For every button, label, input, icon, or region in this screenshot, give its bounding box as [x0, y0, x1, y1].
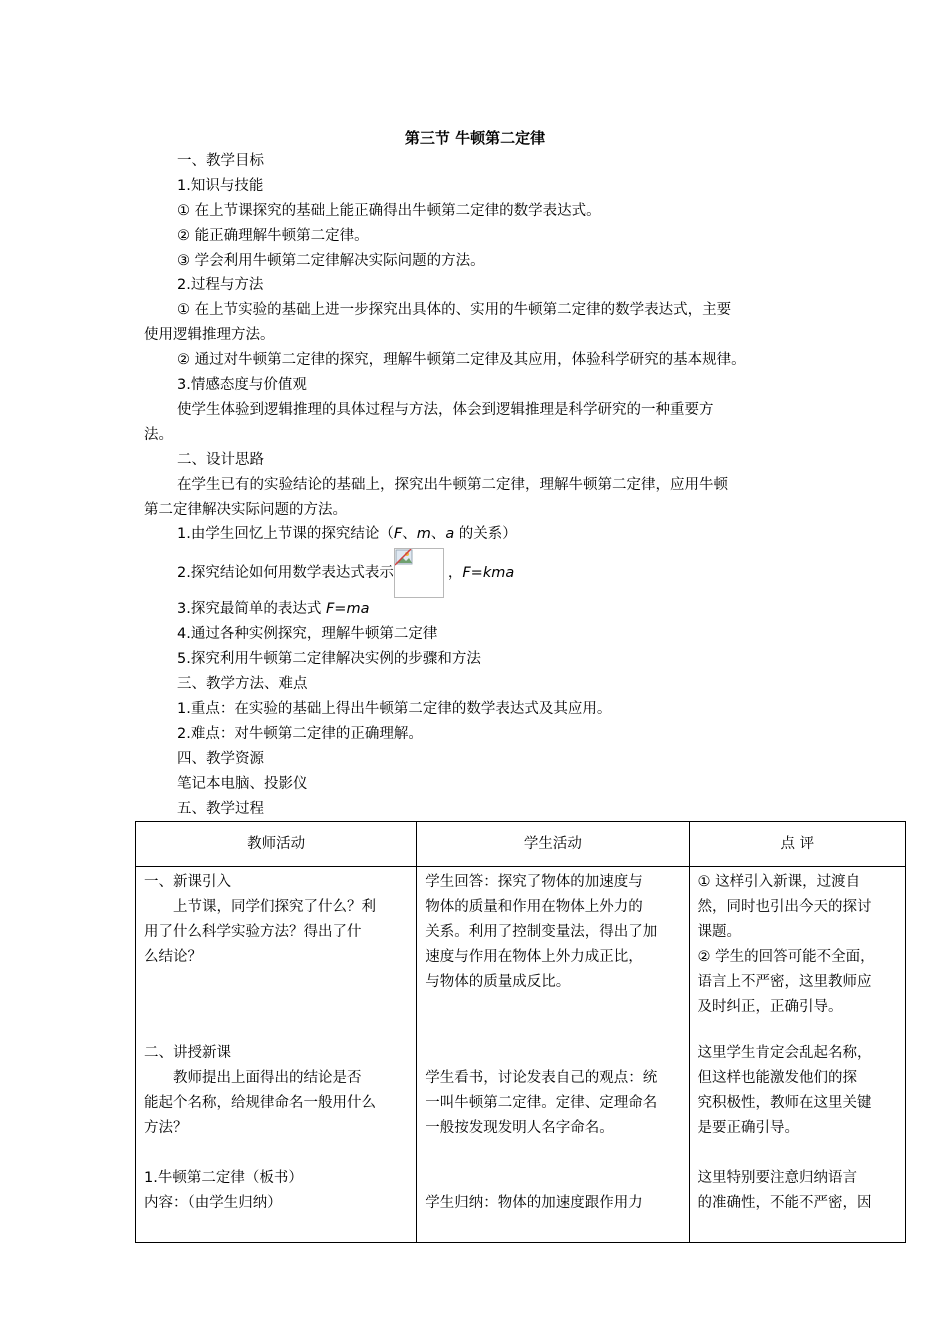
cell-line: 学生看书，讨论发表自己的观点：统 [425, 1070, 658, 1086]
step-text: 的关系） [454, 526, 517, 542]
table-header-row [136, 822, 906, 867]
section-heading-objectives: 一、教学目标 [177, 153, 264, 169]
symbol-force: F [393, 526, 403, 542]
cell-line: 课题。 [697, 924, 742, 940]
objective-item-continuation: 使用逻辑推理方法。 [144, 327, 275, 343]
cell-line: 速度与作用在物体上外力成正比， [425, 949, 643, 965]
cell-line: ② 学生的回答可能不全面， [697, 949, 875, 965]
cell-heading: 一、新课引入 [144, 874, 231, 890]
cell-line: 关系。利用了控制变量法，得出了加 [425, 924, 658, 940]
header-student-activity: 学生活动 [417, 822, 689, 867]
objective-item: ② 能正确理解牛顿第二定律。 [177, 228, 369, 244]
cell-line: 是要正确引导。 [697, 1120, 800, 1136]
cell-line: 究积极性，教师在这里关键 [697, 1095, 872, 1111]
resources-text: 笔记本电脑、投影仪 [177, 776, 308, 792]
subheading-knowledge-skills: 1.知识与技能 [177, 178, 264, 194]
separator: 、 [402, 526, 417, 542]
cell-line: 语言上不严密，这里教师应 [697, 974, 872, 990]
table-row [136, 867, 906, 1243]
objective-item: ② 通过对牛顿第二定律的探究，理解牛顿第二定律及其应用，体验科学研究的基本规律。 [177, 352, 746, 368]
cell-line: ① 这样引入新课，过渡自 [697, 874, 861, 890]
cell-line: 方法？ [144, 1120, 188, 1136]
design-step-5: 5.探究利用牛顿第二定律解决实例的步骤和方法 [177, 651, 481, 667]
cell-line: 上节课，同学们探究了什么？利 [173, 899, 376, 915]
cell-line: 的准确性，不能不严密，因 [697, 1195, 872, 1211]
design-paragraph: 在学生已有的实验结论的基础上，探究出牛顿第二定律，理解牛顿第二定律，应用牛顿 [177, 477, 728, 493]
student-activity-cell [417, 867, 689, 1243]
section-heading-process: 五、教学过程 [177, 801, 264, 817]
separator: ， [447, 565, 463, 581]
objective-paragraph-continuation: 法。 [144, 427, 173, 443]
cell-line: 教师提出上面得出的结论是否 [173, 1070, 362, 1086]
cell-heading: 二、讲授新课 [144, 1045, 231, 1061]
design-step-1 [177, 524, 517, 544]
teacher-activity-cell [136, 867, 417, 1243]
step-text: 1.由学生回忆上节课的探究结论（ [177, 526, 394, 542]
objective-item: ① 在上节实验的基础上进一步探究出具体的、实用的牛顿第二定律的数学表达式，主要 [177, 302, 732, 318]
comment-cell [689, 867, 905, 1243]
design-step-4: 4.通过各种实例探究，理解牛顿第二定律 [177, 626, 438, 642]
subheading-attitude-values: 3.情感态度与价值观 [177, 377, 307, 393]
step-text: 2.探究结论如何用数学表达式表示 [177, 565, 394, 581]
design-step-2 [177, 548, 514, 598]
symbol-acceleration: a [445, 526, 455, 542]
objective-item: ① 在上节课探究的基础上能正确得出牛顿第二定律的数学表达式。 [177, 203, 601, 219]
cell-line: 用了什么科学实验方法？得出了什 [144, 924, 362, 940]
cell-line: 学生回答：探究了物体的加速度与 [425, 874, 643, 890]
cell-line: 但这样也能激发他们的探 [697, 1070, 858, 1086]
cell-line: 物体的质量和作用在物体上外力的 [425, 899, 643, 915]
cell-line: 与物体的质量成反比。 [425, 974, 571, 990]
cell-line: 一般按发现发明人名字命名。 [425, 1120, 614, 1136]
symbol-mass: m [416, 526, 431, 542]
separator: 、 [430, 526, 446, 542]
cell-line: 这里学生肯定会乱起名称， [697, 1045, 872, 1061]
objective-paragraph: 使学生体验到逻辑推理的具体过程与方法，体会到逻辑推理是科学研究的一种重要方 [177, 402, 714, 418]
teaching-process-table [135, 821, 906, 1243]
key-point: 1.重点：在实验的基础上得出牛顿第二定律的数学表达式及其应用。 [177, 701, 612, 717]
section-heading-methods: 三、教学方法、难点 [177, 676, 308, 692]
section-heading-resources: 四、教学资源 [177, 751, 264, 767]
cell-line: 学生归纳：物体的加速度跟作用力 [425, 1195, 643, 1211]
formula-ma: F=ma [325, 601, 370, 617]
cell-line: 能起个名称，给规律命名一般用什么 [144, 1095, 376, 1111]
cell-line: 这里特别要注意归纳语言 [697, 1170, 858, 1186]
formula-kma: F=kma [462, 565, 515, 581]
cell-line: 内容：（由学生归纳） [144, 1195, 282, 1211]
design-step-3 [177, 599, 369, 619]
cell-line: 一叫牛顿第二定律。定律、定理命名 [425, 1095, 658, 1111]
step-text: 3.探究最简单的表达式 [177, 601, 326, 617]
page-title: 第三节 牛顿第二定律 [404, 129, 546, 147]
cell-line: 么结论？ [144, 949, 202, 965]
header-teacher-activity: 教师活动 [136, 822, 417, 867]
header-comment: 点 评 [689, 822, 905, 867]
subheading-process-method: 2.过程与方法 [177, 277, 264, 293]
cell-line: 然，同时也引出今天的探讨 [697, 899, 872, 915]
cell-heading: 1.牛顿第二定律（板书） [144, 1170, 303, 1186]
difficult-point: 2.难点：对牛顿第二定律的正确理解。 [177, 726, 423, 742]
broken-image-icon [394, 548, 444, 598]
objective-item: ③ 学会利用牛顿第二定律解决实际问题的方法。 [177, 253, 485, 269]
design-paragraph-continuation: 第二定律解决实际问题的方法。 [144, 502, 347, 518]
section-heading-design: 二、设计思路 [177, 452, 264, 468]
cell-line: 及时纠正，正确引导。 [697, 999, 843, 1015]
